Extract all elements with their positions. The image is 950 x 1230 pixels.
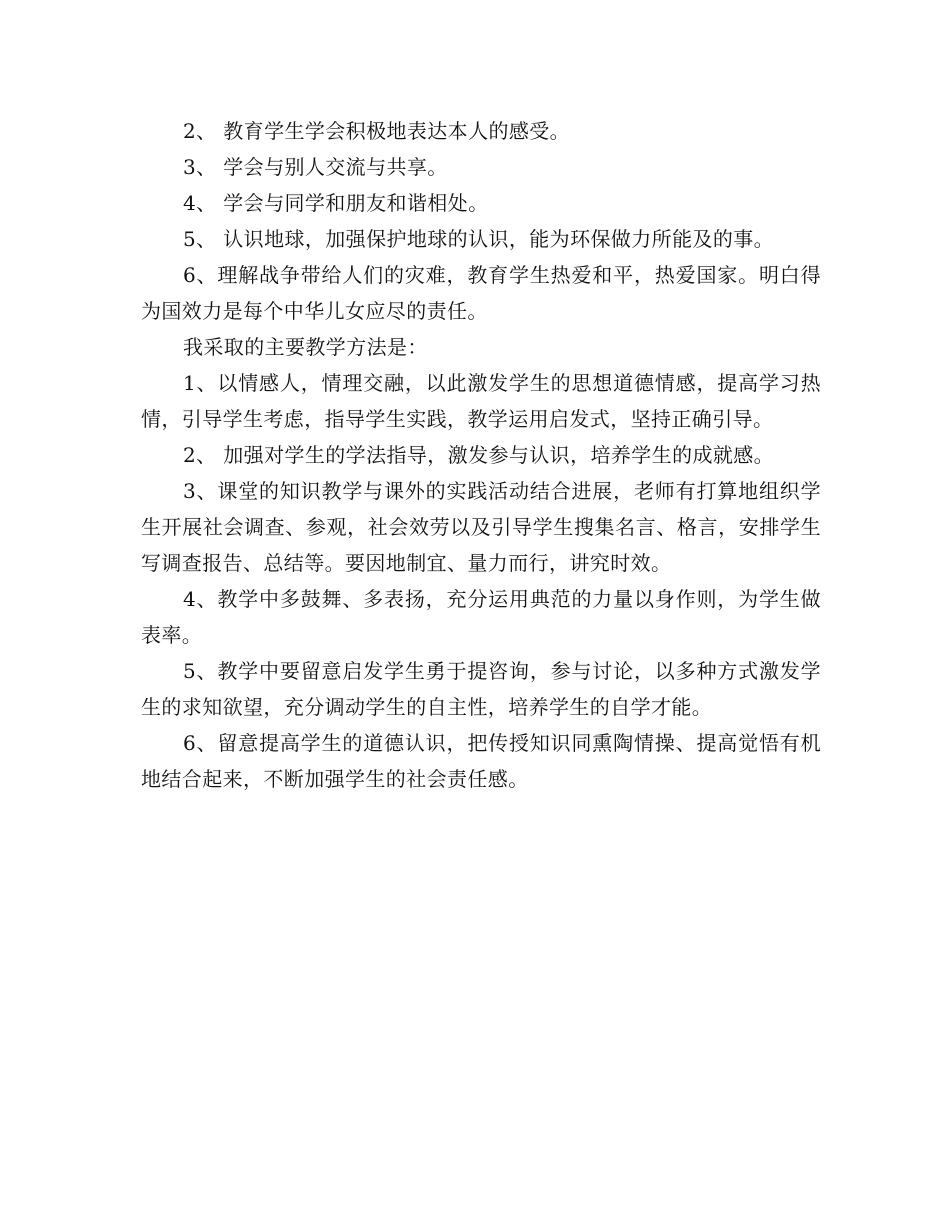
- paragraph-goal-6: 6、理解战争带给人们的灾难，教育学生热爱和平，热爱国家。明白得为国效力是每个中华儿女应尽的责任。: [141, 263, 821, 323]
- paragraph-method-6: 6、留意提高学生的道德认识，把传授知识同熏陶情操、提高觉悟有机地结合起来，不断加强学生的社会责任感。: [141, 731, 821, 791]
- paragraph-goal-4: 4、 学会与同学和朋友和谐相处。: [183, 191, 489, 215]
- paragraph-method-1: 1、以情感人，情理交融，以此激发学生的思想道德情感，提高学习热情，引导学生考虑，指导学生实践，教学运用启发式，坚持正确引导。: [141, 371, 821, 431]
- paragraph-method-4: 4、教学中多鼓舞、多表扬，充分运用典范的力量以身作则，为学生做表率。: [141, 587, 821, 647]
- paragraph-goal-3: 3、 学会与别人交流与共享。: [183, 155, 448, 179]
- paragraph-method-3: 3、课堂的知识教学与课外的实践活动结合进展，老师有打算地组织学生开展社会调查、参观，社会效劳以及引导学生搜集名言、格言，安排学生写调查报告、总结等。要因地制宜、量力而行，讲究时效。: [141, 479, 821, 575]
- document-body: [141, 113, 821, 797]
- paragraph-methods-heading: 我采取的主要教学方法是：: [183, 335, 428, 359]
- paragraph-method-5: 5、教学中要留意启发学生勇于提咨询，参与讨论，以多种方式激发学生的求知欲望，充分调动学生的自主性，培养学生的自学才能。: [141, 659, 821, 719]
- paragraph-goal-2: 2、 教育学生学会积极地表达本人的感受。: [183, 119, 571, 143]
- paragraph-method-2: 2、 加强对学生的学法指导，激发参与认识，培养学生的成就感。: [183, 443, 775, 467]
- paragraph-goal-5: 5、 认识地球，加强保护地球的认识，能为环保做力所能及的事。: [183, 227, 775, 251]
